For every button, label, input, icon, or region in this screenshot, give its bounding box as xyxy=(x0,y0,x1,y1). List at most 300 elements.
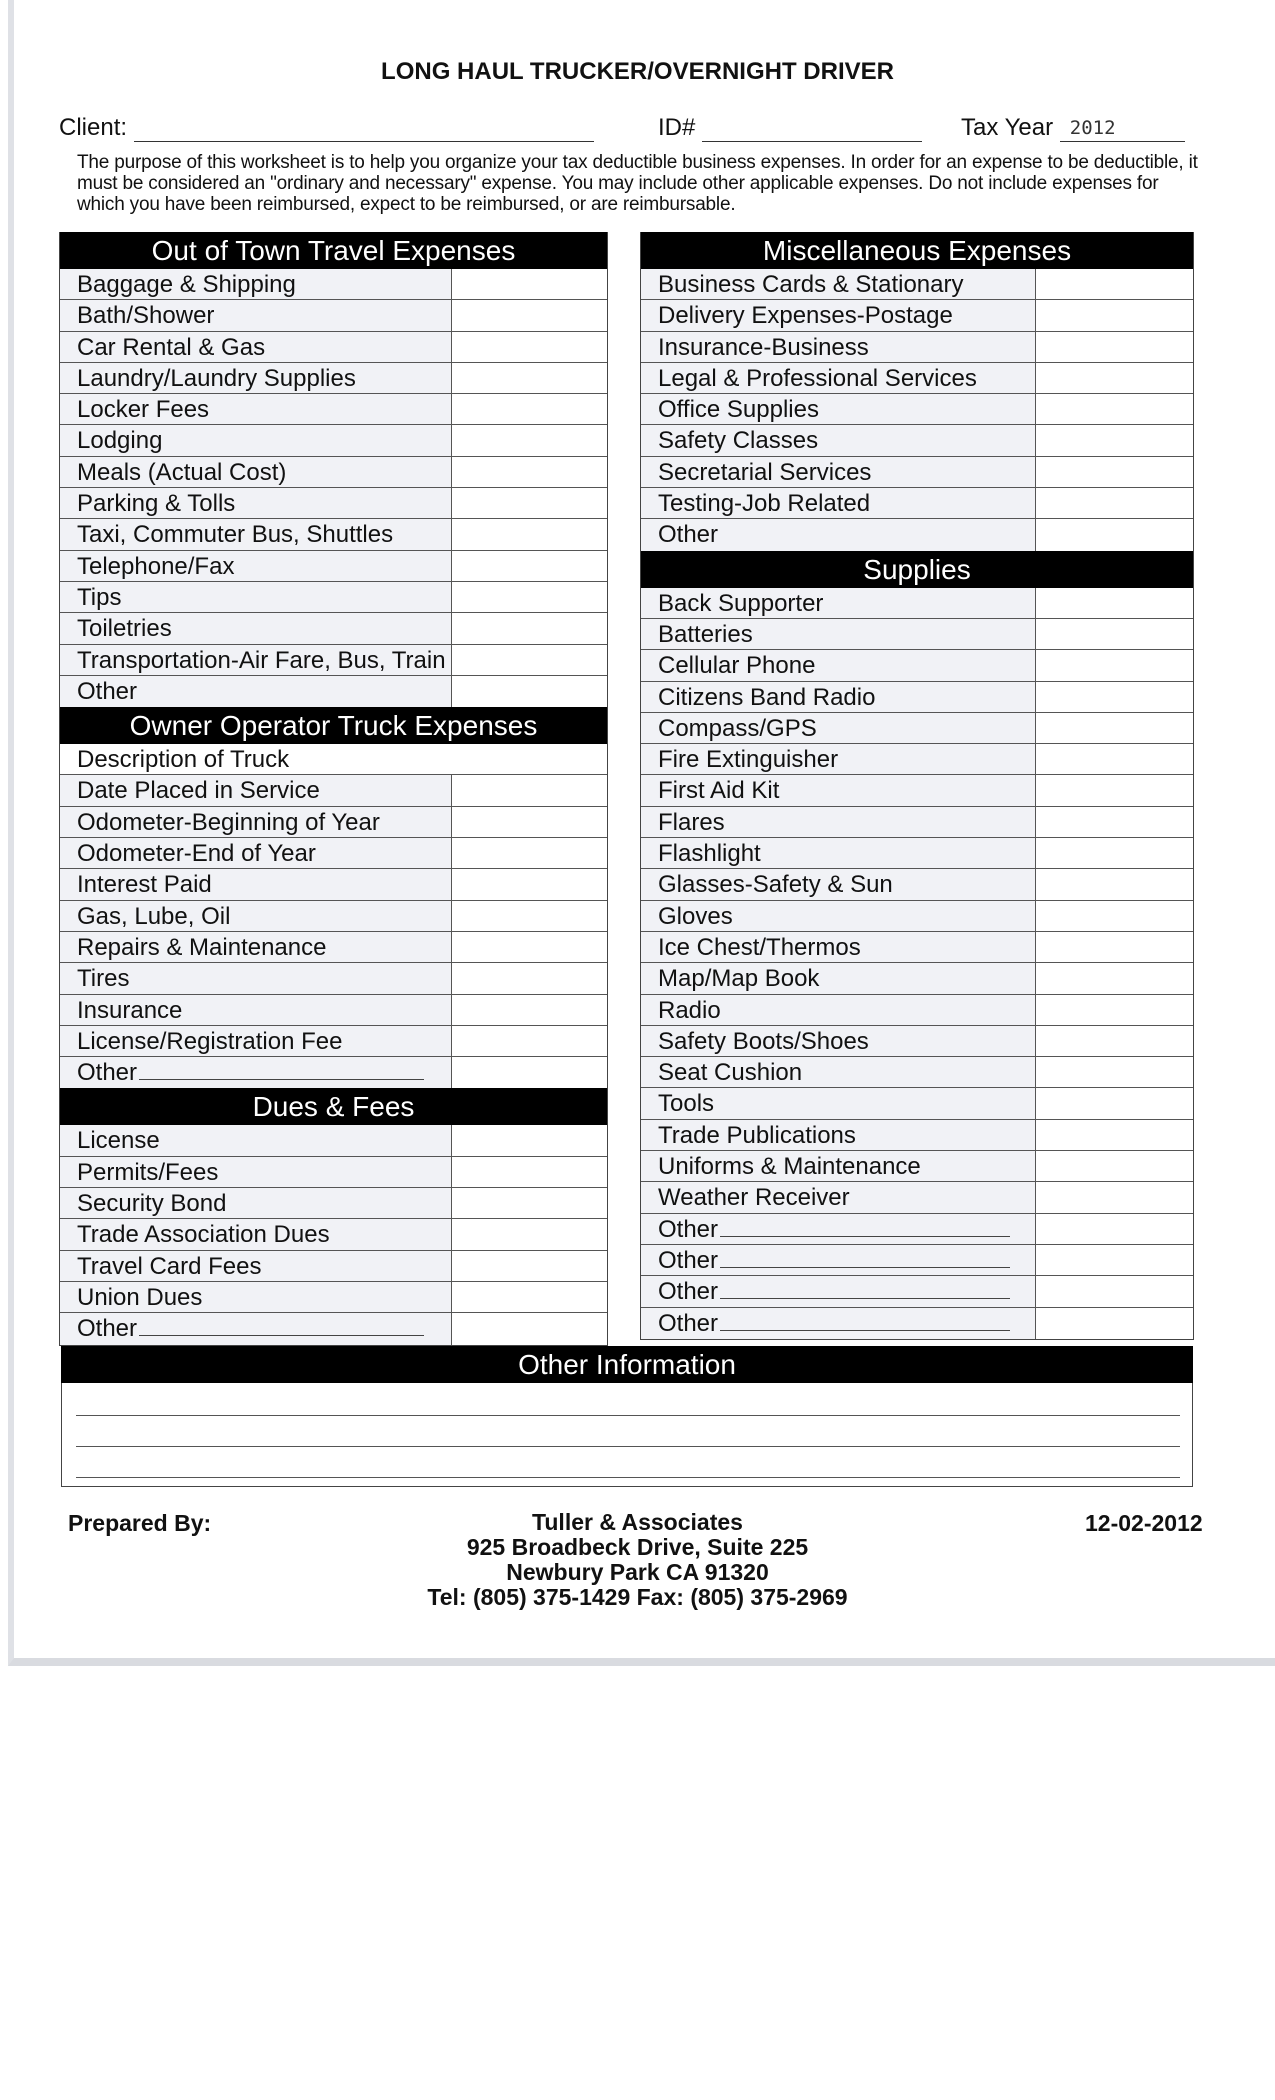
row-label-text: Permits/Fees xyxy=(77,1158,219,1186)
row-label xyxy=(641,1276,1036,1306)
row-label xyxy=(641,363,1036,393)
row-label-text: Trade Publications xyxy=(658,1121,856,1149)
row-label xyxy=(60,363,452,393)
table-row xyxy=(60,582,607,613)
amount-input[interactable] xyxy=(1036,1276,1193,1306)
amount-input[interactable] xyxy=(452,1188,607,1218)
row-label-text: Testing-Job Related xyxy=(658,490,871,518)
amount-input[interactable] xyxy=(452,932,607,962)
row-label xyxy=(641,488,1036,518)
row-label-text: Secretarial Services xyxy=(658,458,872,486)
other-description-input[interactable] xyxy=(720,1245,1010,1268)
id-input[interactable] xyxy=(702,117,922,142)
amount-input[interactable] xyxy=(1036,869,1193,899)
id-field xyxy=(658,114,922,142)
row-label xyxy=(60,645,452,675)
firm-address-line1: 925 Broadbeck Drive, Suite 225 xyxy=(466,1534,809,1560)
table-row xyxy=(60,901,607,932)
table-row xyxy=(641,1214,1193,1245)
table-row xyxy=(641,588,1193,619)
table-row xyxy=(641,1245,1193,1276)
row-label-text: Safety Boots/Shoes xyxy=(658,1027,869,1055)
row-label xyxy=(60,838,452,868)
table-row xyxy=(641,1276,1193,1307)
row-label-text: License xyxy=(77,1127,160,1155)
amount-input[interactable] xyxy=(1036,619,1193,649)
amount-input[interactable] xyxy=(452,363,607,393)
amount-input[interactable] xyxy=(452,645,607,675)
row-label-text: Other xyxy=(77,677,138,705)
amount-input[interactable] xyxy=(452,332,607,362)
amount-input[interactable] xyxy=(1036,588,1193,618)
table-row xyxy=(641,519,1193,550)
row-label xyxy=(641,901,1036,931)
other-info-line[interactable] xyxy=(76,1446,1180,1447)
row-label-text: Ice Chest/Thermos xyxy=(658,933,861,961)
row-label xyxy=(60,1188,452,1218)
row-label xyxy=(60,488,452,518)
row-label-text: Uniforms & Maintenance xyxy=(658,1153,921,1181)
amount-input[interactable] xyxy=(452,425,607,455)
table-row xyxy=(641,932,1193,963)
row-label-text: Other xyxy=(658,1215,719,1243)
row-label-text: Other xyxy=(77,1315,138,1343)
row-label xyxy=(641,1088,1036,1118)
amount-input[interactable] xyxy=(452,807,607,837)
amount-input[interactable] xyxy=(452,676,607,707)
row-label xyxy=(60,1313,452,1344)
row-label-text: Batteries xyxy=(658,620,753,648)
row-label-text: First Aid Kit xyxy=(658,777,780,805)
amount-input[interactable] xyxy=(452,901,607,931)
row-label-text: Compass/GPS xyxy=(658,714,817,742)
firm-name: Tuller & Associates xyxy=(532,1509,743,1535)
table-row xyxy=(641,1026,1193,1057)
row-label-text: Tips xyxy=(77,583,122,611)
row-label xyxy=(641,932,1036,962)
row-label-text: Legal & Professional Services xyxy=(658,364,977,392)
table-row xyxy=(60,1125,607,1156)
other-description-input[interactable] xyxy=(720,1276,1010,1299)
table-row xyxy=(60,775,607,806)
amount-input[interactable] xyxy=(1036,1245,1193,1275)
amount-input[interactable] xyxy=(452,1313,607,1344)
row-label xyxy=(60,995,452,1025)
row-label-text: Business Cards & Stationary xyxy=(658,271,964,298)
row-label xyxy=(60,582,452,612)
page-title: LONG HAUL TRUCKER/OVERNIGHT DRIVER xyxy=(381,58,894,85)
row-label-text: Laundry/Laundry Supplies xyxy=(77,364,356,392)
row-label-text: Security Bond xyxy=(77,1190,227,1218)
amount-input[interactable] xyxy=(452,519,607,549)
table-row xyxy=(641,269,1193,300)
row-label-text: Cellular Phone xyxy=(658,652,816,680)
row-label-text: Other xyxy=(658,1278,719,1306)
amount-input[interactable] xyxy=(1036,995,1193,1025)
row-label-text: Other xyxy=(658,1309,719,1337)
amount-input[interactable] xyxy=(452,1026,607,1056)
row-label xyxy=(60,869,452,899)
amount-input[interactable] xyxy=(1036,363,1193,393)
table-row xyxy=(641,394,1193,425)
row-label xyxy=(641,682,1036,712)
section-header-out-of-town-travel-expenses: Out of Town Travel Expenses xyxy=(60,232,607,269)
other-info-line[interactable] xyxy=(76,1477,1180,1478)
row-label xyxy=(641,807,1036,837)
row-label xyxy=(641,457,1036,487)
row-label-text: Odometer-End of Year xyxy=(77,840,316,868)
row-label-text: Insurance-Business xyxy=(658,333,869,361)
row-label-text: Toiletries xyxy=(77,615,172,643)
amount-input[interactable] xyxy=(1036,1026,1193,1056)
firm-info xyxy=(0,1510,1275,1610)
row-label xyxy=(641,1151,1036,1181)
row-label xyxy=(60,1219,452,1249)
amount-input[interactable] xyxy=(1036,775,1193,805)
row-label-text: Locker Fees xyxy=(77,396,210,424)
table-row xyxy=(60,932,607,963)
table-row xyxy=(60,332,607,363)
row-label[interactable] xyxy=(60,744,607,774)
row-label xyxy=(641,269,1036,299)
row-label-text: Telephone/Fax xyxy=(77,552,235,580)
table-row xyxy=(641,682,1193,713)
table-row xyxy=(60,1057,607,1088)
amount-input[interactable] xyxy=(452,551,607,581)
id-label: ID# xyxy=(658,114,696,141)
table-row xyxy=(60,394,607,425)
table-row xyxy=(641,457,1193,488)
row-label-text: Other xyxy=(658,521,719,549)
row-label-text: Insurance xyxy=(77,996,183,1024)
amount-input[interactable] xyxy=(452,613,607,643)
row-label xyxy=(641,838,1036,868)
amount-input[interactable] xyxy=(1036,682,1193,712)
row-label-text: Office Supplies xyxy=(658,396,819,424)
table-row xyxy=(641,995,1193,1026)
row-label-text: Fire Extinguisher xyxy=(658,746,839,774)
row-label xyxy=(60,457,452,487)
row-label xyxy=(641,300,1036,330)
table-row xyxy=(60,963,607,994)
right-expense-table xyxy=(640,232,1194,1340)
amount-input[interactable] xyxy=(1036,519,1193,550)
left-expense-table xyxy=(59,232,608,1346)
row-label-text: Taxi, Commuter Bus, Shuttles xyxy=(77,521,394,549)
amount-input[interactable] xyxy=(452,394,607,424)
row-label-text: Interest Paid xyxy=(77,871,212,899)
row-label-text: Citizens Band Radio xyxy=(658,683,876,711)
table-row xyxy=(60,838,607,869)
table-row xyxy=(641,619,1193,650)
table-row xyxy=(641,1120,1193,1151)
table-row xyxy=(641,807,1193,838)
row-label-text: Other xyxy=(658,1246,719,1274)
other-description-input[interactable] xyxy=(720,1214,1010,1237)
row-label-text: Meals (Actual Cost) xyxy=(77,458,287,486)
row-label xyxy=(641,775,1036,805)
table-row xyxy=(641,1308,1193,1339)
amount-input[interactable] xyxy=(452,963,607,993)
other-information-header: Other Information xyxy=(61,1346,1193,1383)
section-header-owner-operator-truck-expenses: Owner Operator Truck Expenses xyxy=(60,707,607,744)
amount-input[interactable] xyxy=(452,869,607,899)
amount-input[interactable] xyxy=(1036,488,1193,518)
row-label-text: Trade Association Dues xyxy=(77,1221,330,1249)
row-label xyxy=(641,995,1036,1025)
amount-input[interactable] xyxy=(1036,713,1193,743)
firm-phones: Tel: (805) 375-1429 Fax: (805) 375-2969 xyxy=(427,1584,848,1610)
row-label-text: Seat Cushion xyxy=(658,1059,803,1087)
row-label xyxy=(641,1057,1036,1087)
row-label xyxy=(641,425,1036,455)
row-label xyxy=(60,1251,452,1281)
table-row xyxy=(60,1251,607,1282)
amount-input[interactable] xyxy=(1036,963,1193,993)
amount-input[interactable] xyxy=(452,1219,607,1249)
table-row xyxy=(641,488,1193,519)
row-label xyxy=(60,1125,452,1155)
amount-input[interactable] xyxy=(1036,394,1193,424)
table-row xyxy=(641,713,1193,744)
row-label xyxy=(641,650,1036,680)
firm-address-line2: Newbury Park CA 91320 xyxy=(506,1559,769,1585)
amount-input[interactable] xyxy=(452,995,607,1025)
row-label xyxy=(641,619,1036,649)
table-row xyxy=(60,425,607,456)
tax-year-label: Tax Year xyxy=(961,114,1054,141)
table-row xyxy=(60,1219,607,1250)
table-row xyxy=(60,1157,607,1188)
table-row xyxy=(60,457,607,488)
row-label-text: Transportation-Air Fare, Bus, Train xyxy=(77,646,446,674)
amount-input[interactable] xyxy=(1036,269,1193,299)
row-label-text: Lodging xyxy=(77,427,163,455)
row-label xyxy=(60,676,452,707)
table-row xyxy=(60,744,607,775)
amount-input[interactable] xyxy=(452,582,607,612)
row-label-text: Baggage & Shipping xyxy=(77,271,296,298)
section-rows xyxy=(60,744,607,1088)
amount-input[interactable] xyxy=(1036,1308,1193,1339)
row-label-text: Tires xyxy=(77,965,130,993)
row-label xyxy=(60,1057,452,1088)
amount-input[interactable] xyxy=(1036,1120,1193,1150)
amount-input[interactable] xyxy=(1036,901,1193,931)
other-description-input[interactable] xyxy=(139,1313,424,1336)
row-label xyxy=(641,744,1036,774)
table-row xyxy=(641,963,1193,994)
table-row xyxy=(60,676,607,707)
section-header-supplies: Supplies xyxy=(641,551,1193,588)
table-row xyxy=(641,1151,1193,1182)
table-row xyxy=(60,645,607,676)
client-field xyxy=(59,114,594,142)
amount-input[interactable] xyxy=(1036,457,1193,487)
row-label xyxy=(60,269,452,299)
prepared-date: 12-02-2012 xyxy=(1085,1510,1203,1536)
client-label: Client: xyxy=(59,114,128,141)
amount-input[interactable] xyxy=(1036,650,1193,680)
client-input[interactable] xyxy=(134,117,594,142)
amount-input[interactable] xyxy=(452,1251,607,1281)
amount-input[interactable] xyxy=(1036,1057,1193,1087)
row-label-text: License/Registration Fee xyxy=(77,1027,343,1055)
amount-input[interactable] xyxy=(452,488,607,518)
row-label xyxy=(60,551,452,581)
table-row xyxy=(641,869,1193,900)
row-label xyxy=(641,713,1036,743)
table-row xyxy=(641,425,1193,456)
row-label-text: Back Supporter xyxy=(658,589,824,617)
row-label xyxy=(641,519,1036,550)
row-label-text: Odometer-Beginning of Year xyxy=(77,808,380,836)
row-label-text: Repairs & Maintenance xyxy=(77,933,327,961)
row-label xyxy=(641,1308,1036,1339)
other-info-line[interactable] xyxy=(76,1415,1180,1416)
row-label xyxy=(641,332,1036,362)
table-row xyxy=(60,300,607,331)
amount-input[interactable] xyxy=(452,300,607,330)
other-description-input[interactable] xyxy=(139,1057,424,1080)
row-label xyxy=(641,588,1036,618)
table-row xyxy=(60,363,607,394)
row-label-text: Car Rental & Gas xyxy=(77,333,266,361)
row-label xyxy=(60,963,452,993)
table-row xyxy=(60,269,607,300)
row-label xyxy=(60,394,452,424)
table-row xyxy=(60,995,607,1026)
section-rows xyxy=(641,588,1193,1339)
amount-input[interactable] xyxy=(452,1282,607,1312)
table-row xyxy=(641,1088,1193,1119)
section-rows xyxy=(60,1125,607,1344)
tax-year-field xyxy=(961,114,1185,142)
amount-input[interactable] xyxy=(452,838,607,868)
row-label xyxy=(641,1245,1036,1275)
section-header-miscellaneous-expenses: Miscellaneous Expenses xyxy=(641,232,1193,269)
table-row xyxy=(641,775,1193,806)
row-label-text: Date Placed in Service xyxy=(77,777,320,805)
row-label xyxy=(641,394,1036,424)
table-row xyxy=(641,838,1193,869)
table-row xyxy=(60,807,607,838)
row-label xyxy=(60,519,452,549)
amount-input[interactable] xyxy=(1036,425,1193,455)
row-label xyxy=(641,869,1036,899)
row-label-text: Travel Card Fees xyxy=(77,1252,262,1280)
row-label-text: Glasses-Safety & Sun xyxy=(658,871,893,899)
table-row xyxy=(60,869,607,900)
row-label-text: Description of Truck xyxy=(77,746,290,774)
amount-input[interactable] xyxy=(1036,300,1193,330)
table-row xyxy=(641,332,1193,363)
row-label xyxy=(60,932,452,962)
amount-input[interactable] xyxy=(1036,1182,1193,1212)
section-rows xyxy=(60,269,607,707)
table-row xyxy=(60,488,607,519)
table-row xyxy=(641,901,1193,932)
row-label xyxy=(641,1026,1036,1056)
row-label xyxy=(60,1282,452,1312)
amount-input[interactable] xyxy=(452,1057,607,1088)
row-label-text: Safety Classes xyxy=(658,427,819,455)
intro-text: The purpose of this worksheet is to help you organize your tax deductible business expenses. In order for an expense to be deductible, it must be considered an "ordinary and necessary" expense. You may include other applicable expenses. Do not include expenses for which you have been reimbursed, expect to be reimbursed, or are reimbursable. xyxy=(77,152,1198,215)
table-row xyxy=(60,1188,607,1219)
table-row xyxy=(60,519,607,550)
row-label xyxy=(641,1120,1036,1150)
table-row xyxy=(60,551,607,582)
section-header-dues-fees: Dues & Fees xyxy=(60,1088,607,1125)
row-label-text: Parking & Tolls xyxy=(77,490,236,518)
row-label xyxy=(60,425,452,455)
row-label-text: Bath/Shower xyxy=(77,302,215,330)
row-label xyxy=(60,613,452,643)
amount-input[interactable] xyxy=(1036,1088,1193,1118)
row-label xyxy=(641,963,1036,993)
table-row xyxy=(641,1057,1193,1088)
row-label xyxy=(60,807,452,837)
row-label-text: Weather Receiver xyxy=(658,1184,850,1212)
row-label xyxy=(641,1214,1036,1244)
row-label-text: Gas, Lube, Oil xyxy=(77,902,231,930)
row-label-text: Other xyxy=(77,1059,138,1087)
table-row xyxy=(641,650,1193,681)
amount-input[interactable] xyxy=(452,457,607,487)
row-label xyxy=(60,775,452,805)
row-label-text: Map/Map Book xyxy=(658,965,820,993)
other-description-input[interactable] xyxy=(720,1308,1010,1331)
table-row xyxy=(60,1313,607,1344)
amount-input[interactable] xyxy=(1036,744,1193,774)
table-row xyxy=(641,300,1193,331)
other-information-box[interactable] xyxy=(61,1383,1193,1487)
amount-input[interactable] xyxy=(1036,1214,1193,1244)
amount-input[interactable] xyxy=(452,1125,607,1155)
table-row xyxy=(60,613,607,644)
row-label-text: Delivery Expenses-Postage xyxy=(658,302,953,330)
row-label-text: Gloves xyxy=(658,902,733,930)
row-label-text: Flares xyxy=(658,808,725,836)
amount-input[interactable] xyxy=(452,775,607,805)
amount-input[interactable] xyxy=(1036,838,1193,868)
section-rows xyxy=(641,269,1193,551)
row-label xyxy=(60,1026,452,1056)
amount-input[interactable] xyxy=(452,269,607,299)
prepared-by-label: Prepared By: xyxy=(68,1510,212,1536)
amount-input[interactable] xyxy=(1036,807,1193,837)
amount-input[interactable] xyxy=(1036,332,1193,362)
table-row xyxy=(60,1282,607,1313)
amount-input[interactable] xyxy=(1036,1151,1193,1181)
amount-input[interactable] xyxy=(1036,932,1193,962)
row-label xyxy=(60,300,452,330)
row-label-text: Union Dues xyxy=(77,1283,203,1311)
row-label-text: Radio xyxy=(658,996,721,1024)
row-label xyxy=(60,901,452,931)
table-row xyxy=(641,744,1193,775)
row-label xyxy=(60,1157,452,1187)
tax-year-input[interactable]: 2012 xyxy=(1060,117,1185,142)
amount-input[interactable] xyxy=(452,1157,607,1187)
row-label xyxy=(60,332,452,362)
row-label-text: Tools xyxy=(658,1090,715,1118)
table-row xyxy=(641,1182,1193,1213)
table-row xyxy=(60,1026,607,1057)
row-label-text: Flashlight xyxy=(658,840,761,868)
table-row xyxy=(641,363,1193,394)
row-label xyxy=(641,1182,1036,1212)
